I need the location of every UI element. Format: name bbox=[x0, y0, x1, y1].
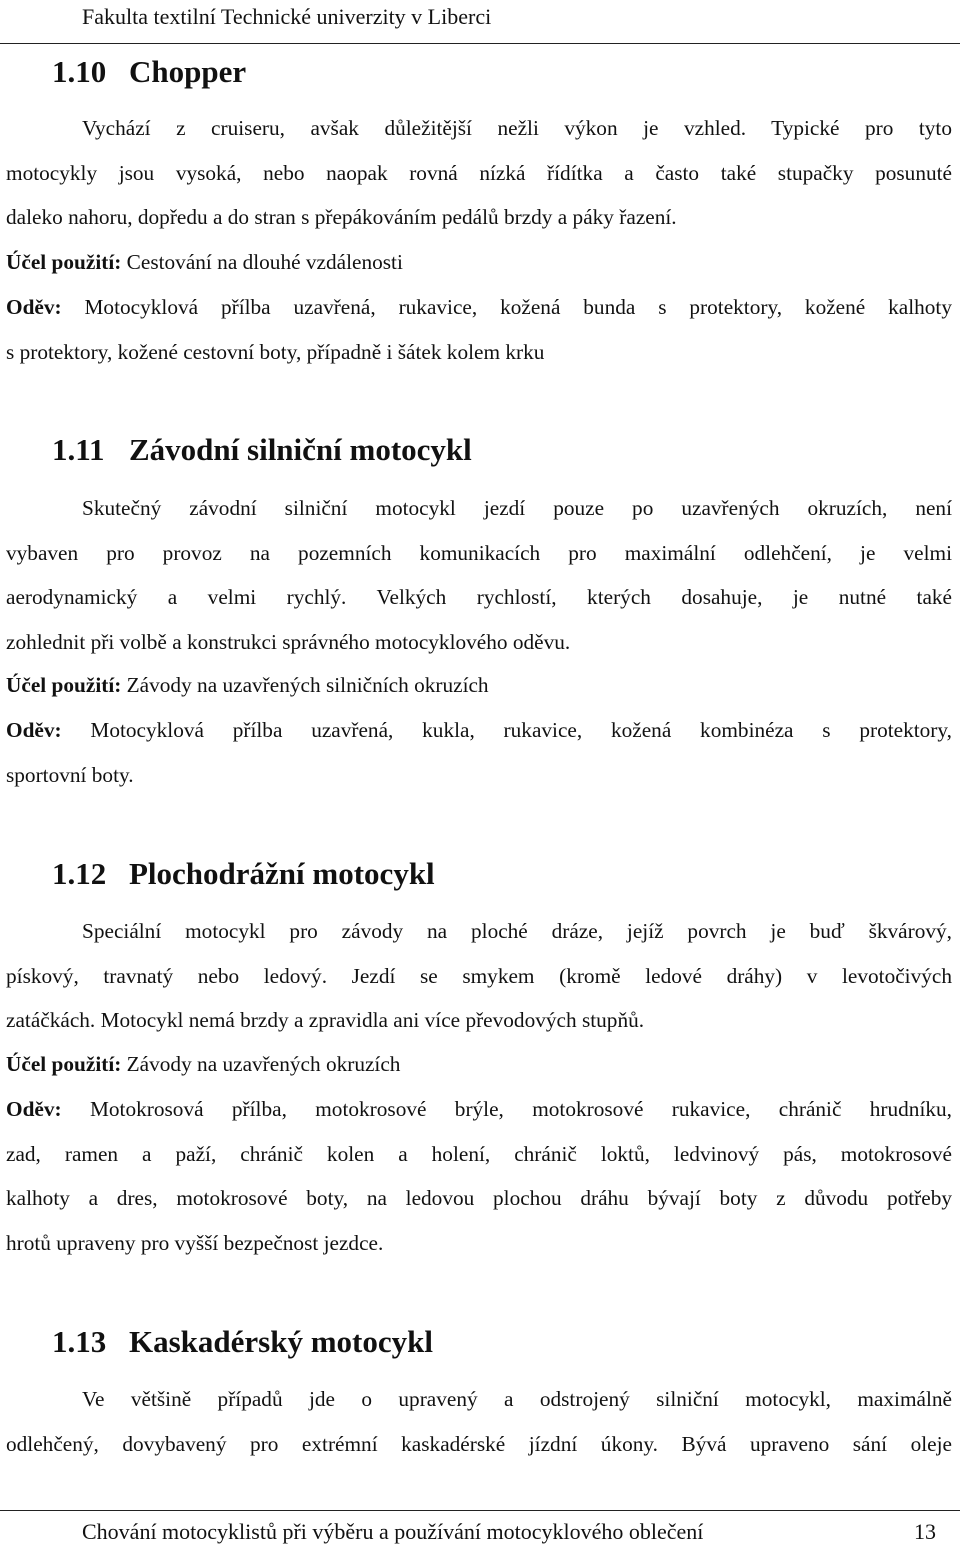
clothing-paragraph: Oděv: Motocyklová přílba uzavřená, kukla, rukavice, kožená kombinéza s protektory, sportovní boty. bbox=[6, 718, 952, 787]
page-footer bbox=[0, 1510, 960, 1548]
clothing-paragraph: Oděv: Motocyklová přílba uzavřená, rukavice, kožená bunda s protektory, kožené kalhoty s protektory, kožené cestovní boty, případně i šátek kolem krku bbox=[6, 295, 952, 364]
section-heading-stunt: 1.13 Kaskadérský motocykl bbox=[52, 1324, 433, 1359]
section-body: Speciální motocykl pro závody na ploché dráze, jejíž povrch je buď škvárový, pískový, travnatý nebo ledový. Jezdí se smykem (kromě ledové dráhy) v levotočivých zatáčkách. Motocykl nemá brzdy a zpravidla ani více převodových stupňů. bbox=[6, 919, 952, 1032]
section-heading-racing: 1.11 Závodní silniční motocykl bbox=[52, 432, 472, 467]
section-body: Skutečný závodní silniční motocykl jezdí pouze po uzavřených okruzích, není vybaven pro provoz na pozemních komunikacích pro maximální odlehčení, je velmi aerodynamický a velmi rychlý. Velkých rychlostí, kterých dosahuje, je nutné také zohlednit při volbě a konstrukci správného motocyklového oděvu. bbox=[6, 496, 952, 654]
clothing-paragraph: Oděv: Motokrosová přílba, motokrosové brýle, motokrosové rukavice, chránič hrudníku, zad, ramen a paží, chránič kolen a holení, chránič loktů, ledvinový pás, motokrosové kalhoty a dres, motokrosové boty, na ledovou plochou dráhu bývají boty z důvodu potřeby hrotů upraveny pro vyšší bezpečnost jezdce. bbox=[6, 1097, 952, 1255]
use-paragraph: Účel použití: Cestování na dlouhé vzdálenosti bbox=[6, 250, 403, 274]
section-body: Ve většině případů jde o upravený a odstrojený silniční motocykl, maximálně odlehčený, dovybavený pro extrémní kaskadérské jízdní úkony. Bývá upraveno sání oleje bbox=[6, 1387, 952, 1456]
section-heading-chopper: 1.10 Chopper bbox=[52, 54, 247, 89]
page-header bbox=[0, 0, 960, 44]
page-number: 13 bbox=[914, 1519, 936, 1544]
section-heading-speedway: 1.12 Plochodrážní motocykl bbox=[52, 856, 435, 891]
use-paragraph: Účel použití: Závody na uzavřených silničních okruzích bbox=[6, 673, 489, 697]
header-title: Fakulta textilní Technické univerzity v Liberci bbox=[82, 4, 492, 29]
use-paragraph: Účel použití: Závody na uzavřených okruzích bbox=[6, 1052, 401, 1076]
footer-title: Chování motocyklistů při výběru a používání motocyklového oblečení bbox=[82, 1519, 704, 1544]
section-body: Vychází z cruiseru, avšak důležitější nežli výkon je vzhled. Typické pro tyto motocykly jsou vysoká, nebo naopak rovná nízká řídítka a často také stupačky posunuté daleko nahoru, dopředu a do stran s přepákováním pedálů brzdy a páky řazení. bbox=[6, 116, 952, 229]
